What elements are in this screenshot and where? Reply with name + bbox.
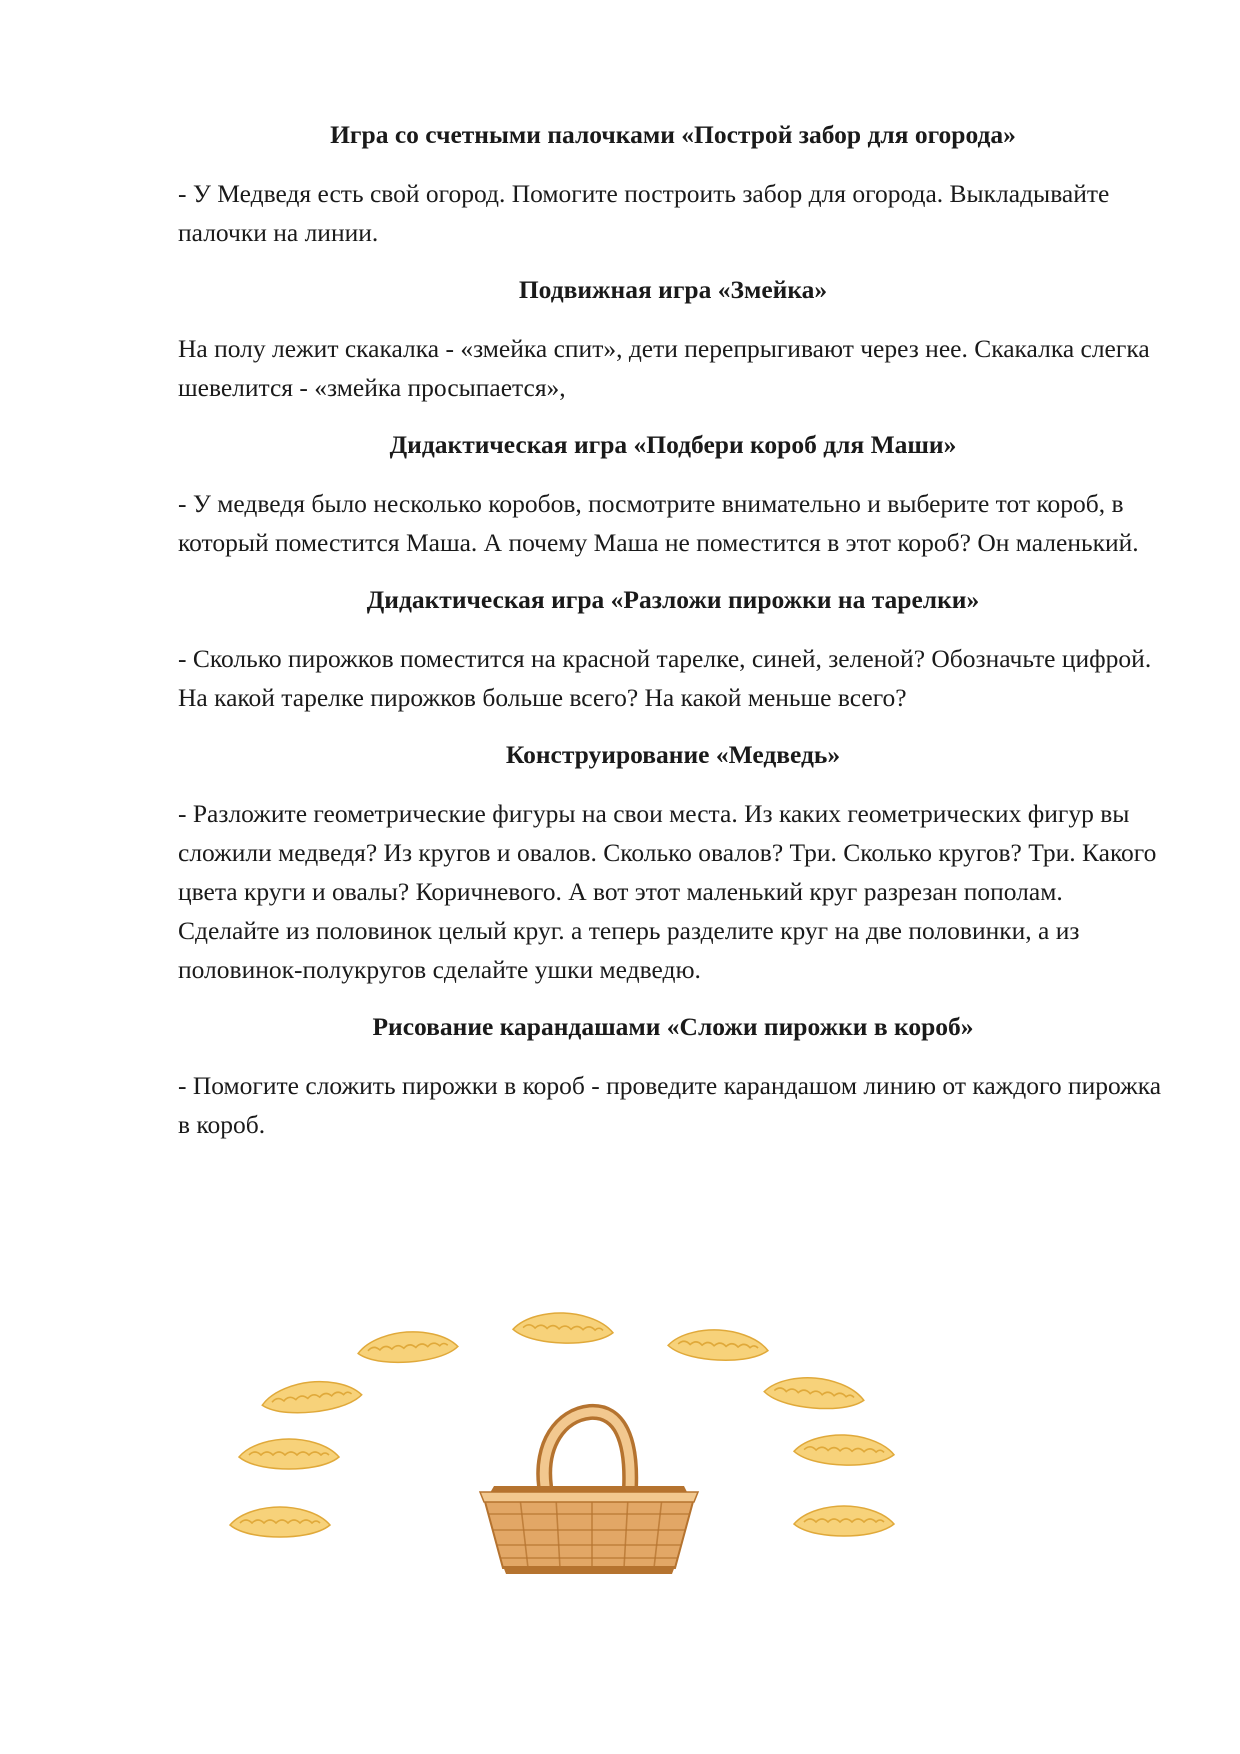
basket-back-rim (487, 1486, 690, 1498)
pie-1 (357, 1329, 459, 1366)
section-title-bear: Конструирование «Медведь» (505, 740, 841, 769)
pie-4 (260, 1377, 363, 1417)
pie-8 (230, 1507, 330, 1537)
section-text-fence: - У Медведя есть свой огород. Помогите построить забор для огорода. Выкладывайте палочки на линии. (178, 179, 1110, 247)
basket (480, 1412, 698, 1574)
pie-2 (513, 1311, 614, 1344)
basket-weave (489, 1498, 689, 1568)
pie-5 (763, 1374, 865, 1413)
basket-handle (544, 1412, 630, 1488)
section-title-plates: Дидактическая игра «Разложи пирожки на тарелки» (366, 585, 980, 614)
section-title-snake: Подвижная игра «Змейка» (518, 275, 828, 304)
basket-base (503, 1566, 675, 1574)
basket-body (484, 1498, 694, 1568)
pie-3 (667, 1327, 768, 1362)
section-text-plates: - Сколько пирожков поместится на красной тарелке, синей, зеленой? Обозначьте цифрой. На какой тарелке пирожков больше всего? На какой меньше всего? (178, 644, 1152, 712)
pies-group (230, 1311, 895, 1537)
section-text-bear: - Разложите геометрические фигуры на свои места. Из каких геометрических фигур вы сложили медведя? Из кругов и овалов. Сколько овалов? Три. Сколько кругов? Три. Какого цвета круги и овалы? Коричневого. А вот этот маленький круг разрезан пополам. Сделайте из половинок целый круг. а теперь разделите круг на две половинки, а из половинок-полукругов сделайте ушки медведю. (178, 799, 1157, 984)
pie-9 (794, 1506, 894, 1536)
section-text-box: - У медведя было несколько коробов, посмотрите внимательно и выберите тот короб, в который поместится Маша. А почему Маша не поместится в этот короб? Он маленький. (178, 489, 1139, 557)
document-page (178, 118, 1168, 1144)
pie-6 (239, 1439, 339, 1469)
section-title-box: Дидактическая игра «Подбери короб для Маши» (389, 430, 957, 459)
section-text-snake: На полу лежит скакалка - «змейка спит», дети перепрыгивают через нее. Скакалка слегка шевелится - «змейка просыпается», (178, 334, 1150, 402)
basket-rim (480, 1492, 698, 1502)
pie-7 (794, 1433, 895, 1466)
section-title-fence: Игра со счетными палочками «Построй забор для огорода» (330, 120, 1016, 149)
section-text-drawing: - Помогите сложить пирожки в короб - проведите карандашом линию от каждого пирожка в короб. (178, 1071, 1162, 1139)
section-title-drawing: Рисование карандашами «Сложи пирожки в короб» (372, 1012, 974, 1041)
